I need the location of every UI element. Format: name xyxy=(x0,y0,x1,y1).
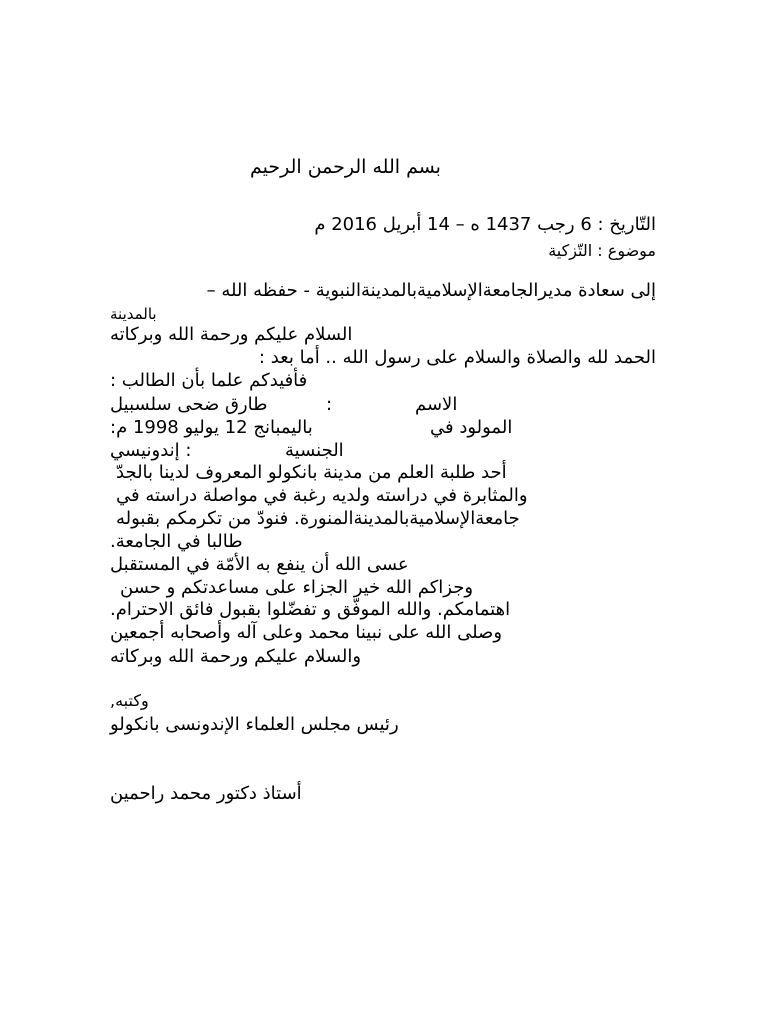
greeting: السلام عليكم ورحمة الله وبركاته xyxy=(110,324,353,345)
recipient-line: إلى سعادة مديرالجامعةالإسلاميةبالمدينةالنبوية - حفظه الله – xyxy=(206,280,656,301)
nationality-value: : إندونيسي xyxy=(110,440,192,461)
written-by: وكتبه, xyxy=(110,691,149,710)
birth-label: المولود في xyxy=(430,417,513,438)
closing-line: والسلام عليكم ورحمة الله وبركاته xyxy=(110,646,362,667)
name-label: الاسم xyxy=(415,394,458,415)
body-line: أحد طلبة العلم من مدينة بانكولو المعروف لدينا بالجدّ xyxy=(116,462,507,483)
subject-line: موضوع : التّزكية xyxy=(548,241,656,260)
birth-value: باليمبانج 12 يوليو 1998 م: xyxy=(110,417,313,438)
body-line: طالبا في الجامعة. xyxy=(110,531,243,552)
name-colon: : xyxy=(326,394,333,415)
inform-line: فأفيدكم علما بأن الطالب : xyxy=(110,370,308,391)
body-line: والمثابرة في دراسته ولديه رغبة في مواصلة دراسته في xyxy=(116,485,528,506)
signer-title: رئيس مجلس العلماء الإندونسى بانكولو xyxy=(110,714,399,735)
name-value: طارق ضحى سلسبيل xyxy=(110,394,268,415)
praise-line: الحمد لله والصلاة والسلام على رسول الله .. أما بعد : xyxy=(258,347,656,368)
nationality-label: الجنسية xyxy=(285,440,344,461)
body-line: اهتمامكم. والله الموفّق و تفضّلوا بقبول فائق الاحترام. xyxy=(110,599,511,620)
body-line: عسى الله أن ينفع به الأمّة في المستقبل xyxy=(110,554,409,575)
signer-name: أستاذ دكتور محمد راحمين xyxy=(110,783,302,804)
body-line: وصلى الله على نبينا محمد وعلى آله وأصحابه أجمعين xyxy=(110,622,503,643)
body-line: جامعةالإسلاميةبالمدينةالمنورة. فنودّ من تكرمكم بقبوله xyxy=(116,508,520,529)
basmala: بسم الله الرحمن الرحيم xyxy=(250,156,441,178)
date-line: التّاريخ : 6 رجب 1437 ه – 14 أبريل 2016 م xyxy=(314,214,656,235)
body-line: وجزاكم الله خير الجزاء على مساعدتكم و حسن xyxy=(120,577,474,598)
recipient-city: بالمدينة xyxy=(110,305,157,323)
